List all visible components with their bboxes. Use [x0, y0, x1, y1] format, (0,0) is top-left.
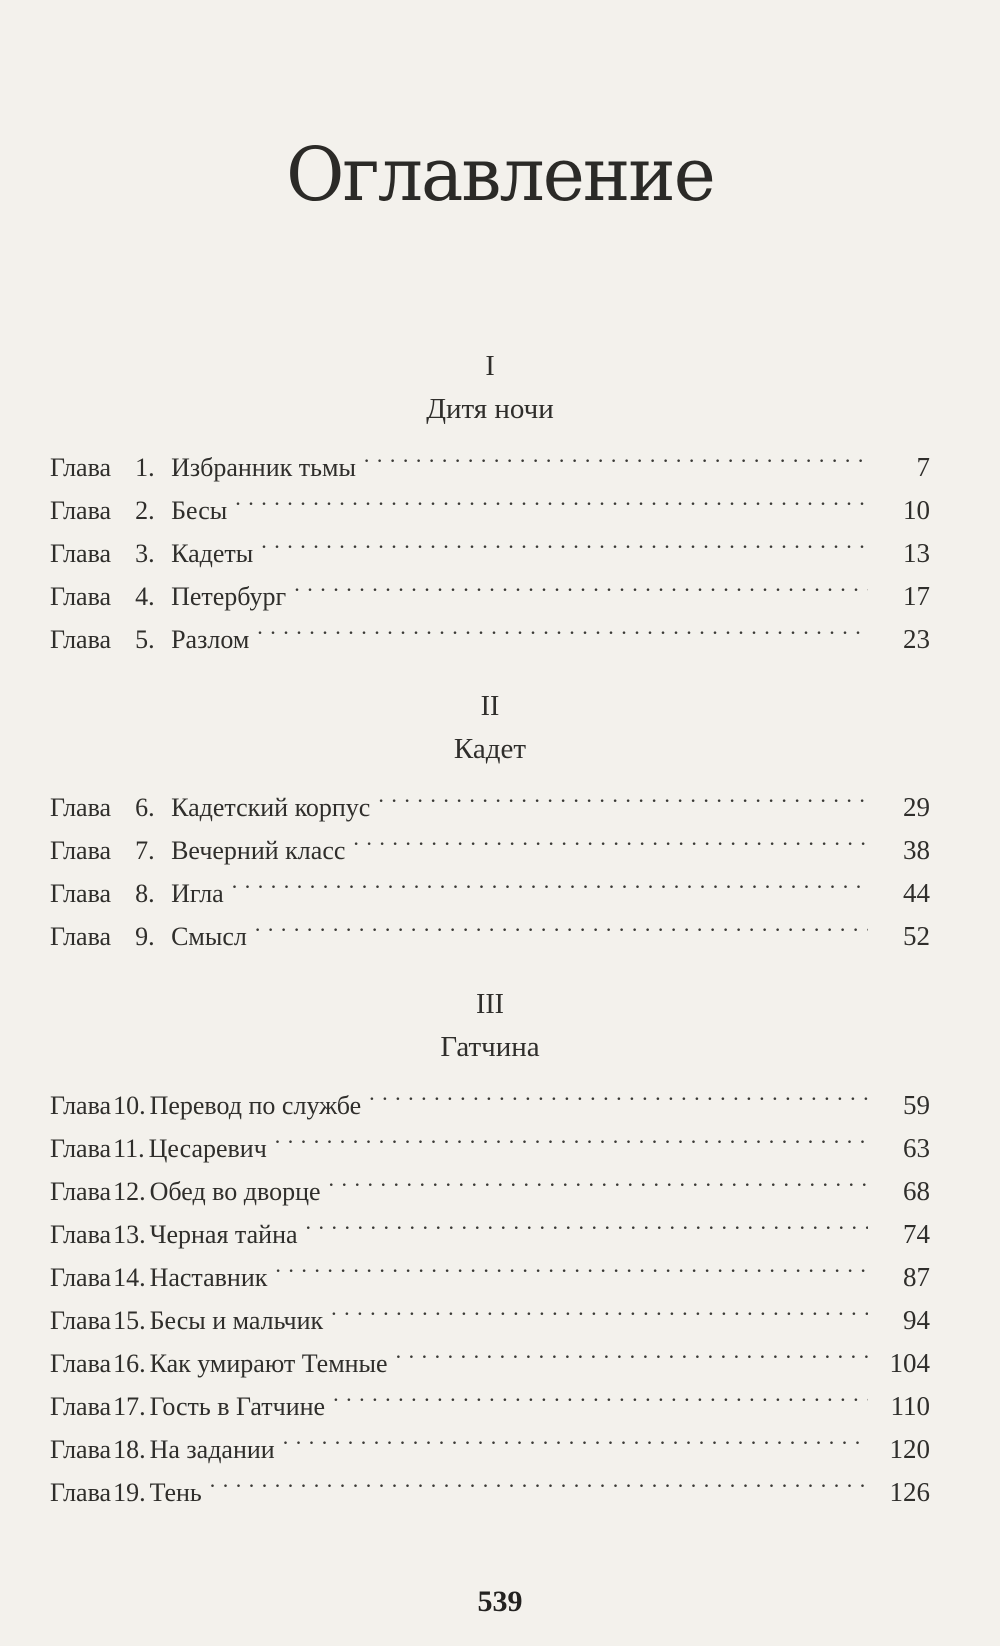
dot-leader: [369, 1071, 868, 1114]
chapter-list: [50, 773, 930, 951]
page-number: 539: [477, 1585, 523, 1618]
chapter-page: 94: [903, 1305, 930, 1335]
chapter-number: 4.: [135, 582, 155, 611]
chapter-number: 8.: [135, 879, 155, 908]
chapter-page: 104: [889, 1348, 930, 1378]
chapter-label: Глава: [50, 1306, 112, 1335]
chapter-page: 13: [903, 538, 930, 568]
chapter-label: Глава: [50, 836, 112, 865]
dot-leader: [261, 519, 868, 562]
part-title: Дитя ночи: [426, 393, 554, 425]
dot-leader: [331, 1286, 868, 1329]
chapter-name: Кадеты: [171, 539, 254, 568]
dot-leader: [232, 859, 868, 902]
dot-leader: [378, 773, 868, 816]
chapter-label: Глава: [50, 582, 112, 611]
chapter-page: 17: [903, 581, 930, 611]
chapter-list: [50, 433, 930, 654]
chapter-page: 59: [903, 1090, 930, 1120]
chapter-page: 120: [889, 1434, 930, 1464]
chapter-label: Глава: [50, 1392, 112, 1421]
chapter-name: Разлом: [171, 625, 250, 654]
chapter-page: 68: [903, 1176, 930, 1206]
chapter-page: 38: [903, 835, 930, 865]
chapter-label: Глава: [50, 453, 112, 482]
chapter-label: Глава: [50, 496, 112, 525]
chapter-page: 74: [903, 1219, 930, 1249]
chapter-number: 19.: [113, 1478, 146, 1507]
chapter-label: Глава: [50, 1435, 112, 1464]
chapter-label: Глава: [50, 1134, 112, 1163]
chapter-number: 2.: [135, 496, 155, 525]
chapter-name: Перевод по службе: [149, 1091, 362, 1120]
chapter-label: Глава: [50, 1478, 112, 1507]
part-section: [50, 688, 930, 951]
chapter-number: 11.: [113, 1134, 145, 1163]
chapter-number: 17.: [113, 1392, 146, 1421]
chapter-page: 126: [889, 1477, 930, 1507]
page-title: Оглавление: [286, 132, 714, 218]
chapter-number: 18.: [113, 1435, 146, 1464]
part-title: Кадет: [453, 733, 527, 765]
dot-leader: [275, 1114, 868, 1157]
chapter-number: 6.: [135, 793, 155, 822]
dot-leader: [396, 1329, 868, 1372]
toc-entry[interactable]: [50, 1071, 930, 1120]
chapter-number: 16.: [113, 1349, 146, 1378]
chapter-name: Смысл: [171, 922, 247, 951]
dot-leader: [294, 562, 868, 605]
toc-entry[interactable]: [50, 773, 930, 822]
chapter-number: 3.: [135, 539, 155, 568]
chapter-page: 44: [903, 878, 930, 908]
chapter-name: Вечерний класс: [171, 836, 346, 865]
chapter-name: Гость в Гатчине: [149, 1392, 326, 1421]
chapter-page: 10: [903, 495, 930, 525]
chapter-name: Наставник: [149, 1263, 268, 1292]
chapter-number: 13.: [113, 1220, 146, 1249]
chapter-name: Обед во дворце: [149, 1177, 321, 1206]
part-section: [50, 986, 930, 1507]
chapter-name: Черная тайна: [149, 1220, 298, 1249]
chapter-page: 7: [916, 452, 930, 482]
dot-leader: [283, 1415, 868, 1458]
dot-leader: [255, 902, 868, 945]
chapter-page: 110: [890, 1391, 930, 1421]
chapter-name: Как умирают Темные: [149, 1349, 388, 1378]
dot-leader: [329, 1157, 868, 1200]
chapter-label: Глава: [50, 539, 112, 568]
chapter-label: Глава: [50, 922, 112, 951]
chapter-number: 15.: [113, 1306, 146, 1335]
part-title: Гатчина: [440, 1031, 540, 1063]
chapter-page: 87: [903, 1262, 930, 1292]
part-section: [50, 348, 930, 654]
chapter-name: Игла: [171, 879, 224, 908]
chapter-label: Глава: [50, 1091, 112, 1120]
dot-leader: [353, 816, 868, 859]
chapter-number: 9.: [135, 922, 155, 951]
chapter-name: На задании: [149, 1435, 275, 1464]
chapter-list: [50, 1071, 930, 1507]
part-number: I: [485, 351, 495, 382]
chapter-label: Глава: [50, 879, 112, 908]
chapter-page: 63: [903, 1133, 930, 1163]
chapter-name: Бесы и мальчик: [149, 1306, 324, 1335]
chapter-label: Глава: [50, 1263, 112, 1292]
chapter-number: 12.: [113, 1177, 146, 1206]
chapter-name: Избранник тьмы: [171, 453, 356, 482]
part-number: III: [476, 989, 504, 1020]
dot-leader: [364, 433, 868, 476]
chapter-number: 10.: [113, 1091, 146, 1120]
chapter-number: 5.: [135, 625, 155, 654]
chapter-number: 7.: [135, 836, 155, 865]
dot-leader: [275, 1243, 868, 1286]
chapter-page: 29: [903, 792, 930, 822]
chapter-name: Бесы: [171, 496, 228, 525]
chapter-label: Глава: [50, 1220, 112, 1249]
dot-leader: [210, 1458, 868, 1501]
chapter-name: Цесаревич: [148, 1134, 267, 1163]
dot-leader: [333, 1372, 868, 1415]
chapter-name: Тень: [149, 1478, 202, 1507]
chapter-label: Глава: [50, 793, 112, 822]
chapter-name: Кадетский корпус: [171, 793, 371, 822]
part-number: II: [480, 691, 500, 722]
chapter-page: 52: [903, 921, 930, 951]
dot-leader: [235, 476, 868, 519]
chapter-name: Петербург: [171, 582, 287, 611]
chapter-label: Глава: [50, 625, 112, 654]
chapter-number: 1.: [135, 453, 155, 482]
chapter-number: 14.: [113, 1263, 146, 1292]
chapter-label: Глава: [50, 1177, 112, 1206]
chapter-label: Глава: [50, 1349, 112, 1378]
chapter-page: 23: [903, 624, 930, 654]
toc-entry[interactable]: [50, 433, 930, 482]
dot-leader: [306, 1200, 868, 1243]
dot-leader: [257, 605, 868, 648]
